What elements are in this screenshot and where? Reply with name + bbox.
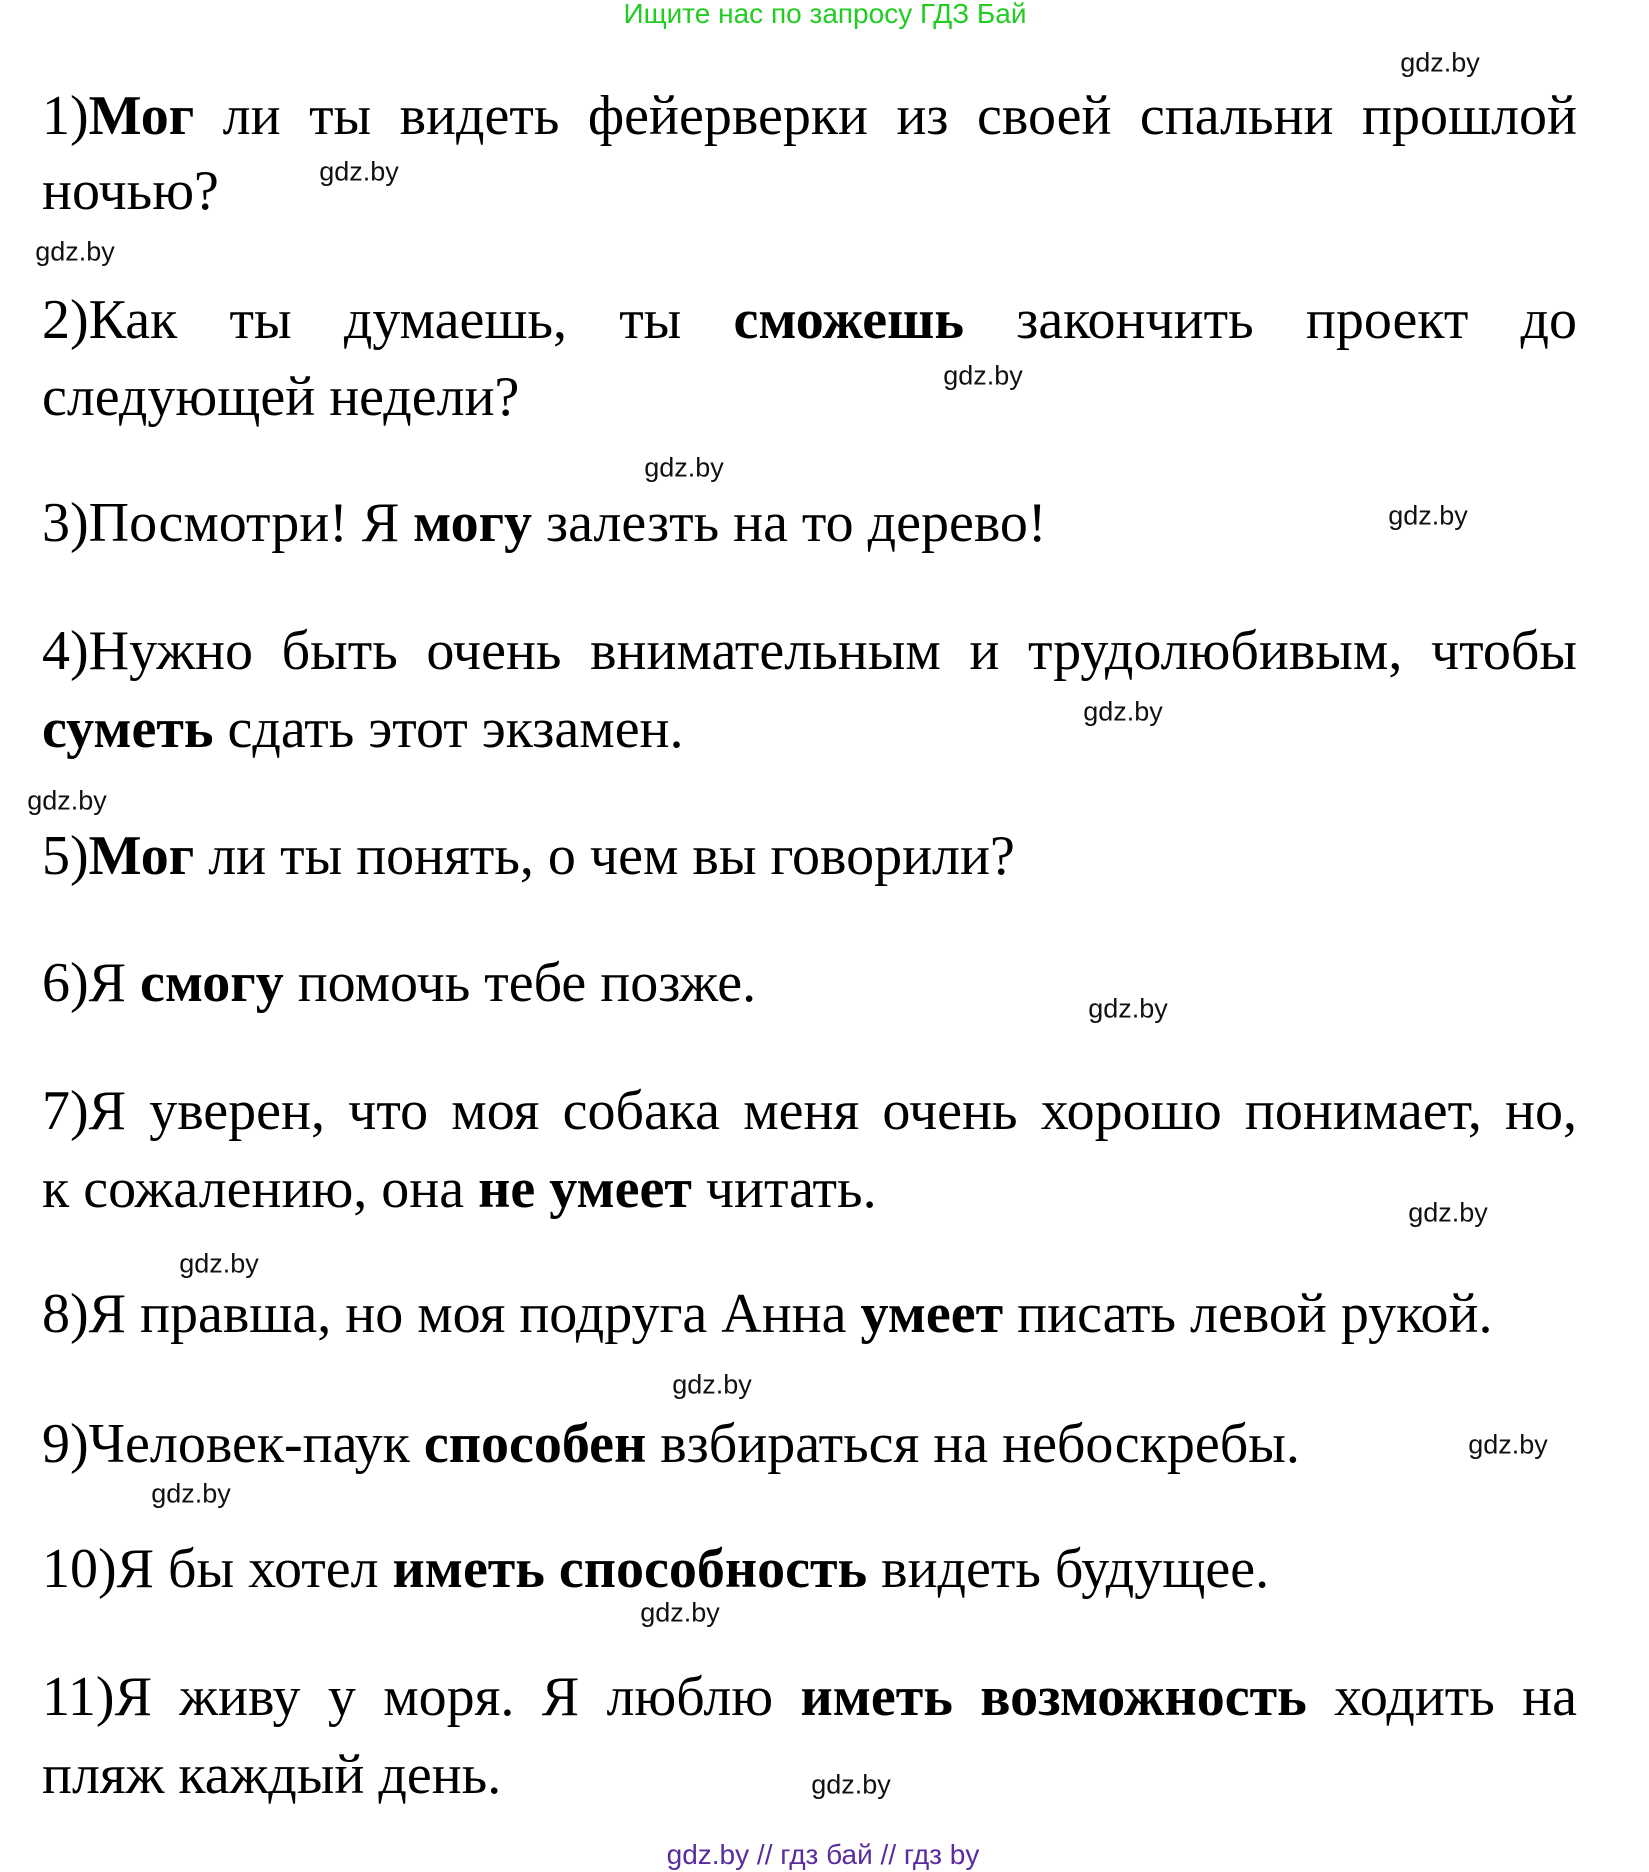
sentence-7-line-1 [42, 1079, 1577, 1143]
answer-highlight: способен [423, 1413, 647, 1475]
sentence-text: ли ты видеть фейерверки из своей спальни прошлой [194, 85, 1577, 147]
sentence-7-line-2 [42, 1157, 877, 1221]
answer-highlight: суметь [42, 698, 214, 760]
answer-highlight: Мог [88, 825, 195, 887]
watermark: gdz.by [672, 1369, 752, 1400]
sentence-9-line-1 [42, 1412, 1300, 1476]
sentence-text: 9)Человек-паук [42, 1413, 424, 1475]
watermark: gdz.by [811, 1769, 891, 1800]
sentence-text: 11)Я живу у моря. Я люблю [42, 1666, 801, 1728]
sentence-2-line-1 [42, 288, 1577, 352]
watermark: gdz.by [1408, 1197, 1488, 1228]
sentence-text: сдать этот экзамен. [213, 698, 684, 760]
sentence-4-line-1 [42, 619, 1577, 683]
sentence-6-line-1 [42, 951, 756, 1015]
search-hint-header: Ищите нас по запросу ГДЗ Бай [623, 0, 1027, 29]
watermark: gdz.by [35, 236, 115, 267]
answer-highlight: умеет [860, 1283, 1004, 1345]
sentence-4-line-2 [42, 697, 684, 761]
sentence-text: закончить проект до [964, 289, 1577, 351]
sentence-text: 8)Я правша, но моя подруга Анна [42, 1283, 861, 1345]
watermark: gdz.by [640, 1597, 720, 1628]
sentence-text: 2)Как ты думаешь, ты [42, 289, 734, 351]
sentence-5-line-1 [42, 824, 1015, 888]
sentence-text: ходить на [1306, 1666, 1577, 1728]
sentence-1-line-2 [42, 159, 219, 223]
sentence-text: 1) [42, 85, 89, 147]
watermark: gdz.by [1468, 1429, 1548, 1460]
answer-highlight: сможешь [733, 289, 964, 351]
sentence-text: видеть будущее. [867, 1538, 1270, 1600]
watermark: gdz.by [1388, 500, 1468, 531]
sentence-text: взбираться на небоскребы. [646, 1413, 1300, 1475]
watermark: gdz.by [1088, 993, 1168, 1024]
sentence-text: 5) [42, 825, 89, 887]
sentence-3-line-1 [42, 491, 1047, 555]
watermark: gdz.by [644, 452, 724, 483]
answer-highlight: иметь возможность [800, 1666, 1307, 1728]
sentence-text: помочь тебе позже. [283, 952, 757, 1014]
sentence-11-line-2 [42, 1743, 501, 1807]
sentence-text: ли ты понять, о чем вы говорили? [194, 825, 1015, 887]
sentence-text: писать левой рукой. [1003, 1283, 1493, 1345]
sentence-text: залезть на то дерево! [532, 492, 1047, 554]
sentence-text: 4)Нужно быть очень внимательным и трудолюбивым, чтобы [42, 620, 1577, 682]
sentence-10-line-1 [42, 1537, 1269, 1601]
sentence-2-line-2 [42, 365, 519, 429]
watermark: gdz.by [1400, 47, 1480, 78]
sentence-text: к сожалению, она [42, 1158, 479, 1220]
answer-highlight: могу [413, 492, 533, 554]
watermark: gdz.by [943, 360, 1023, 391]
watermark: gdz.by [319, 156, 399, 187]
watermark: gdz.by [179, 1248, 259, 1279]
answer-highlight: не умеет [478, 1158, 692, 1220]
sentence-text: пляж каждый день. [42, 1744, 502, 1806]
sentence-text: 6)Я [42, 952, 140, 1014]
sentence-text: читать. [691, 1158, 877, 1220]
answer-highlight: иметь способность [392, 1538, 868, 1600]
answer-highlight: смогу [140, 952, 284, 1014]
sentence-11-line-1 [42, 1665, 1577, 1729]
watermark: gdz.by [151, 1478, 231, 1509]
sentence-text: следующей недели? [42, 366, 520, 428]
watermark: gdz.by [1083, 696, 1163, 727]
sentence-8-line-1 [42, 1282, 1492, 1346]
watermark: gdz.by [27, 785, 107, 816]
sentence-1-line-1 [42, 84, 1577, 148]
sentence-text: 10)Я бы хотел [42, 1538, 393, 1600]
sentence-text: 3)Посмотри! Я [42, 492, 414, 554]
site-footer: gdz.by // гдз бай // гдз by [666, 1839, 980, 1870]
sentence-text: 7)Я уверен, что моя собака меня очень хорошо понимает, но, [42, 1080, 1577, 1142]
sentence-text: ночью? [42, 160, 219, 222]
answer-highlight: Мог [88, 85, 195, 147]
